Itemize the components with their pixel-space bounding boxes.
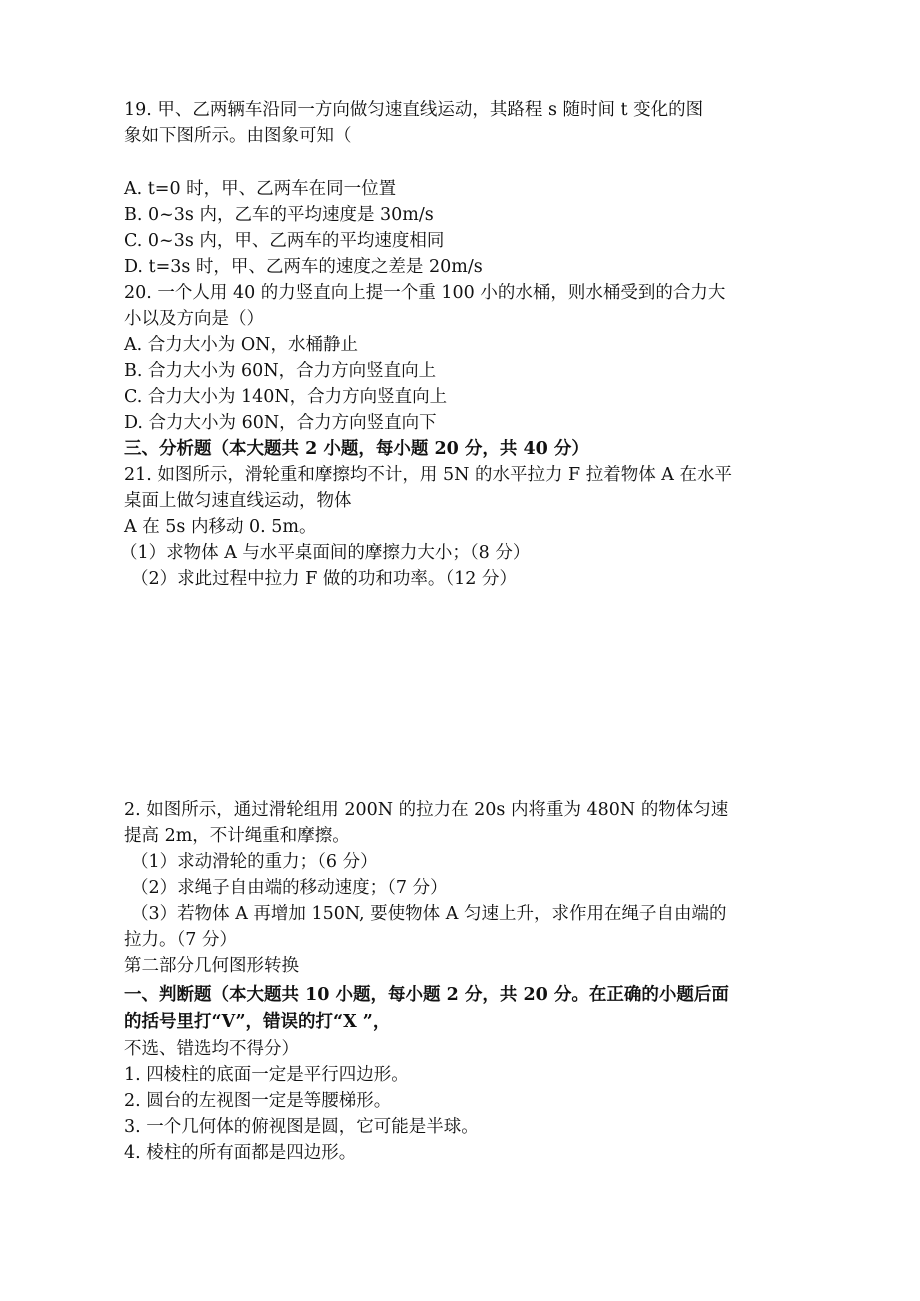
q19-stem-line1: 19. 甲、乙两辆车沿同一方向做匀速直线运动，其路程 s 随时间 t 变化的图 — [124, 100, 704, 120]
section1-heading-line1: 一、判断题（本大题共 10 小题，每小题 2 分，共 20 分。在正确的小题后面 — [124, 985, 729, 1005]
q20-stem-line1: 20. 一个人用 40 的力竖直向上提一个重 100 小的水桶，则水桶受到的合力大 — [124, 283, 726, 303]
section1-heading-line2: 的括号里打“V”，错误的打“X ”， — [124, 1012, 391, 1032]
judge-item-1: 1. 四棱柱的底面一定是平行四边形。 — [124, 1065, 409, 1085]
q20-option-a: A. 合力大小为 ON，水桶静止 — [124, 335, 358, 355]
q21-subquestion-2: （2）求此过程中拉力 F 做的功和功率。（12 分） — [131, 569, 517, 589]
q20-stem-line2: 小以及方向是（） — [124, 309, 264, 329]
q21-stem-line3: A 在 5s 内移动 0. 5m。 — [124, 517, 317, 537]
q2-subquestion-1: （1）求动滑轮的重力；（6 分） — [131, 852, 378, 872]
q19-option-b: B. 0~3s 内，乙车的平均速度是 30m/s — [124, 205, 434, 225]
q19-option-d: D. t=3s 时，甲、乙两车的速度之差是 20m/s — [124, 257, 483, 277]
q2-subquestion-2: （2）求绳子自由端的移动速度；（7 分） — [131, 878, 448, 898]
q19-option-c: C. 0~3s 内，甲、乙两车的平均速度相同 — [124, 231, 445, 251]
section1-note: 不选、错选均不得分） — [124, 1039, 299, 1059]
q2-subquestion-3-cont: 拉力。（7 分） — [124, 930, 237, 950]
q20-option-b: B. 合力大小为 60N，合力方向竖直向上 — [124, 361, 437, 381]
q20-option-d: D. 合力大小为 60N，合力方向竖直向下 — [124, 413, 437, 433]
q19-stem-line2: 象如下图所示。由图象可知（ — [124, 126, 352, 146]
q21-stem-line2: 桌面上做匀速直线运动，物体 — [124, 491, 352, 511]
q2-stem-line2: 提高 2m，不计绳重和摩擦。 — [124, 826, 350, 846]
judge-item-4: 4. 棱柱的所有面都是四边形。 — [124, 1143, 357, 1163]
q21-subquestion-1: （1）求物体 A 与水平桌面间的摩擦力大小；（8 分） — [120, 543, 531, 563]
q2-subquestion-3: （3）若物体 A 再增加 150N, 要使物体 A 匀速上升，求作用在绳子自由端的 — [131, 904, 727, 924]
q19-option-a: A. t=0 时，甲、乙两车在同一位置 — [124, 179, 397, 199]
part2-title: 第二部分几何图形转换 — [124, 956, 299, 976]
section3-heading: 三、分析题（本大题共 2 小题，每小题 20 分，共 40 分） — [124, 439, 589, 459]
judge-item-3: 3. 一个几何体的俯视图是圆，它可能是半球。 — [124, 1117, 479, 1137]
judge-item-2: 2. 圆台的左视图一定是等腰梯形。 — [124, 1091, 392, 1111]
q20-option-c: C. 合力大小为 140N，合力方向竖直向上 — [124, 387, 448, 407]
q2-stem-line1: 2. 如图所示，通过滑轮组用 200N 的拉力在 20s 内将重为 480N 的物体匀速 — [124, 800, 729, 820]
q21-stem-line1: 21. 如图所示，滑轮重和摩擦均不计，用 5N 的水平拉力 F 拉着物体 A 在水平 — [124, 465, 732, 485]
